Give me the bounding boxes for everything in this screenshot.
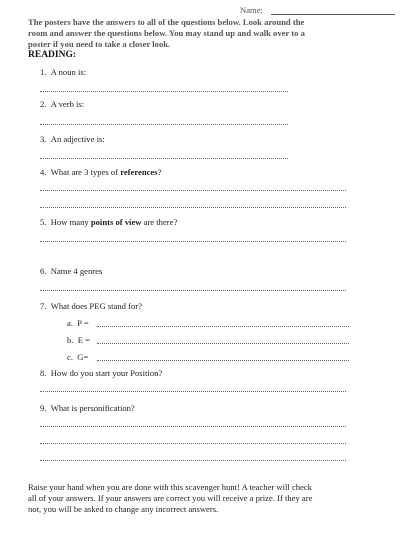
question-2 bbox=[40, 99, 84, 110]
question-text: What does PEG stand for? bbox=[50, 301, 142, 311]
answer-line-e[interactable] bbox=[97, 343, 349, 344]
question-text: Name 4 genres bbox=[50, 266, 103, 276]
part-letter: b. bbox=[67, 335, 74, 345]
question-text: A noun is: bbox=[50, 67, 87, 77]
footer-line-2: all of your answers. If your answers are correct you will receive a prize. If they are bbox=[28, 493, 313, 503]
peg-part-g bbox=[67, 352, 88, 363]
question-7 bbox=[40, 301, 142, 312]
question-text-pre: What are 3 types of bbox=[50, 167, 121, 177]
question-text-post: are there? bbox=[141, 217, 178, 227]
question-number: 6. bbox=[40, 266, 47, 276]
part-letter: a. bbox=[67, 318, 73, 328]
question-text: A verb is: bbox=[50, 99, 85, 109]
question-text: What is personification? bbox=[50, 403, 135, 413]
question-number: 2. bbox=[40, 99, 47, 109]
question-number: 1. bbox=[40, 67, 47, 77]
footer-line-3: not, you will be asked to change any incorrect answers. bbox=[28, 504, 219, 514]
part-letter: c. bbox=[67, 352, 73, 362]
part-label: E = bbox=[77, 335, 90, 345]
question-number: 5. bbox=[40, 217, 47, 227]
question-text-post: ? bbox=[157, 167, 162, 177]
question-1 bbox=[40, 67, 86, 78]
question-6 bbox=[40, 266, 102, 277]
peg-part-p bbox=[67, 318, 89, 329]
name-label: Name: bbox=[240, 5, 263, 15]
question-number: 8. bbox=[40, 368, 47, 378]
section-title: READING: bbox=[28, 50, 77, 60]
answer-line-q5[interactable] bbox=[40, 241, 346, 242]
question-number: 3. bbox=[40, 134, 47, 144]
part-label: P = bbox=[77, 318, 89, 328]
answer-line-q9a[interactable] bbox=[40, 426, 346, 427]
answer-line-q9b[interactable] bbox=[40, 443, 346, 444]
part-label: G= bbox=[77, 352, 89, 362]
question-text: How do you start your Position? bbox=[50, 368, 163, 378]
question-9 bbox=[40, 403, 135, 414]
question-number: 7. bbox=[40, 301, 47, 311]
answer-line-q9c[interactable] bbox=[40, 460, 346, 461]
answer-line-q4a[interactable] bbox=[40, 190, 346, 191]
question-keyword: references bbox=[120, 167, 158, 177]
answer-line-q4b[interactable] bbox=[40, 207, 346, 208]
answer-line-q3[interactable] bbox=[40, 158, 288, 159]
question-keyword: points of view bbox=[90, 217, 142, 227]
answer-line-p[interactable] bbox=[97, 326, 349, 327]
answer-line-q6[interactable] bbox=[40, 290, 346, 291]
answer-line-g[interactable] bbox=[97, 360, 349, 361]
instructions-line-2: room and answer the questions below. You may stand up and walk over to a bbox=[28, 28, 305, 38]
question-text: An adjective is: bbox=[50, 134, 105, 144]
name-field[interactable] bbox=[271, 14, 395, 15]
answer-line-q8[interactable] bbox=[40, 391, 346, 392]
question-text-pre: How many bbox=[50, 217, 91, 227]
peg-part-e bbox=[67, 335, 90, 346]
question-4 bbox=[40, 167, 161, 178]
instructions-line-3: poster if you need to take a closer look. bbox=[28, 39, 171, 49]
answer-line-q2[interactable] bbox=[40, 124, 288, 125]
answer-line-q1[interactable] bbox=[40, 91, 288, 92]
footer-line-1: Raise your hand when you are done with this scavenger hunt! A teacher will check bbox=[28, 482, 312, 492]
question-3 bbox=[40, 134, 105, 145]
question-number: 9. bbox=[40, 403, 47, 413]
question-5 bbox=[40, 217, 177, 228]
question-8 bbox=[40, 368, 162, 379]
instructions-line-1: The posters have the answers to all of the questions below. Look around the bbox=[28, 17, 305, 27]
question-number: 4. bbox=[40, 167, 47, 177]
